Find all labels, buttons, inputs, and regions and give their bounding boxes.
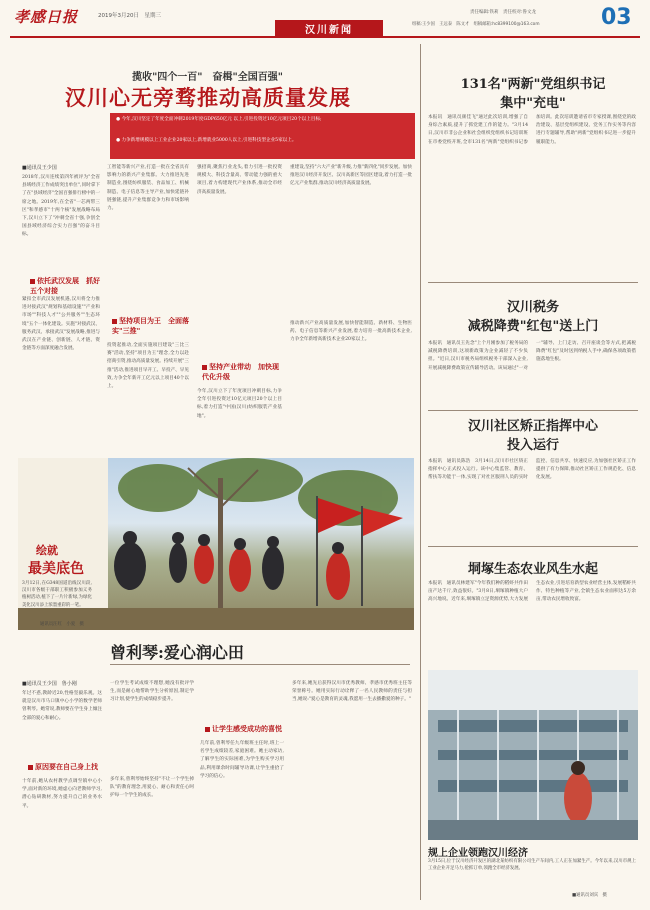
- photo1-title-1: 绘就: [36, 544, 58, 557]
- issue-date: 2019年3月20日 星期三: [98, 13, 161, 19]
- editor-credits: 责任编辑:铁莉 责任校对:鲁文龙: [470, 10, 537, 15]
- lead-col3-para2: 今年,汉川立下了年度项目冲刺目标,力争全年引进投资过10亿元项目20个以上目标,着力打造"中国(汉川)纺织服装产业基地"。: [197, 389, 282, 419]
- right3-title-2: 投入运行: [506, 438, 559, 453]
- section-marker-icon: [205, 727, 210, 732]
- lead-col2-para1: 工智能等新兴产业,打造一批在全省具有影响力的新兴产业集群。大力推进先进制造业,围绕纺织服装、食品加工、机械制造、电子信息等主导产业,加快延链补链强链,提升产业集群竞争力和市场影响力。: [107, 165, 189, 212]
- right1-body: 本报讯 通讯员颜佳飞"通过此次培训,增强了自身综合素质,提升了抓党建工作的能力。"3月14日,汉川市非公企业和社会组织党组织书记培训班在市委党校开班,全市131名"两新"党组织书记参加培训。此次培训邀请省市专家授课,围绕党的政治建设、基层党组织建设、党务工作实务等内容进行专题辅导,帮助"两新"党组织书记进一步提升履职能力。: [428, 115, 636, 145]
- feature-col1-para2: 十年前,她从农村教学点调至镇中心小学,面对新的环境,她虚心向老教师学习,潜心钻研教材,努力提升自己的业务水平。: [22, 779, 102, 809]
- lead-subhead-3-text: 坚持产业带动 加快现代化升级: [202, 363, 279, 381]
- right2-title-1: 汉川税务: [506, 300, 559, 315]
- editor-credits-2: 组稿:王少国 王远泰 陈文才 组稿邮箱:hc8399100@163.com: [412, 22, 540, 27]
- right4-body: 本报讯 通讯员林建军"今年我们种的稻虾共作田亩产达千斤,效益很好。"3月8日,垌塚镇种植大户高兴地说。近年来,垌塚镇立足资源优势,大力发展生态农业,引进培育新型农业经营主体,发展稻虾共作、特色种植等产业,全镇生态农业面积达5万余亩,带动农民增收致富。: [428, 581, 636, 603]
- lead-subhead-2: [112, 316, 190, 336]
- lead-subhead-2-text: 坚持项目为王 全面落实"三推": [112, 317, 189, 335]
- right3-body: 本报讯 通讯员陈浩 3月14日,汉川市社区矫正指挥中心正式投入运行。该中心集监管、教育、帮扶等功能于一体,实现了对社区服刑人员的实时监控、信息共享、快速反应,为加强社区矫正工作提供了有力保障,推动社区矫正工作规范化、信息化发展。: [428, 459, 636, 481]
- right2-body: 本报讯 通讯员王先念"上个月刚参加了税务局的减税降费培训,这项新政策为企业减轻了不少负担。"近日,汉川市税务局组织税务干部深入企业,开展减税降费政策宣传辅导活动。该局通过"一对一"辅导、上门走访、召开座谈会等方式,把减税降费"红包"及时送到纳税人手中,确保各项政策措施落地生根。: [428, 341, 636, 371]
- feature-rule: [110, 664, 410, 665]
- masthead: [0, 0, 650, 40]
- feature-col3-para0: [200, 680, 284, 720]
- right1-title-1: 131名"两新"党组织书记: [460, 77, 606, 92]
- lead-headline: 汉川心无旁骛推动高质量发展: [65, 85, 351, 110]
- feature-subhead-1: [28, 762, 108, 772]
- feature-subhead-1-text: 原因要在自己身上找: [35, 763, 98, 771]
- photo1-caption: 3月12日,在G348国道沿线汉川段,汉川市各级干部职工积极参加义务植树活动,植下了一片片新绿,为绿化美化汉川添上浓墨重彩的一笔。: [22, 581, 92, 608]
- page-number: 03: [601, 5, 632, 30]
- newspaper-logo: 孝感日报: [14, 8, 79, 26]
- feature-col2-para2: 多年来,曾利琴始终坚持"不让一个学生掉队"的教育理念,用爱心、耐心和责任心呵护每一个学生的成长。: [110, 777, 194, 799]
- lead-col1-para1: 2018年,汉川连续第四年被评为"全省县域经济工作成绩突出单位",同时拿下了在"县域经济"全国百强排行榜中的一席之地。2019年,在全省"一芯两带三区"和孝感市"十两个核"发展战略布局下,汉川立下了"冲刺全省十强,争创全国县域经济综合实力百强"的奋斗目标。: [22, 175, 100, 238]
- lead-col2-para2: 投资起推动,全面实施项目建设"三比三赛"活动,坚持"项目为王"理念,全力以赴招商引资,推动高质量发展。持续开展"三推"活动,推进项目早开工、早投产、早见效,力争全年新开工亿元以上项目40个以上。: [107, 343, 189, 390]
- lead-subhead-3: [202, 362, 282, 382]
- masthead-rule: [10, 36, 640, 38]
- lead-col4-para2: 推动新兴产业高质量发展,加快智能制造、新材料、生物医药、电子信息等新兴产业发展,着力培育一批高新技术企业,力争全年新增高新技术企业20家以上。: [290, 321, 412, 343]
- factory-illustration: [428, 670, 638, 840]
- photo2-byline: ■通讯员刘宾 摄: [572, 893, 607, 898]
- photo1-title-2: 最美底色: [28, 561, 84, 577]
- feature-subhead-2: [205, 724, 289, 734]
- lead-subhead-1-text: 依托武汉发展 抓好五个对接: [30, 277, 100, 295]
- lead-summary-2: ● 力争新增规模以上工业企业20家以上,新增就业5000人以上,引进科技型企业5家以上。: [116, 138, 297, 143]
- right3-title-1: 汉川社区矫正指挥中心: [467, 419, 598, 434]
- lead-subhead-1: [30, 276, 102, 296]
- section-marker-icon: [28, 765, 33, 770]
- feature-headline: 曾利琴:爱心润心田: [110, 643, 244, 662]
- right4-title: 垌塚生态农业风生水起: [467, 562, 598, 577]
- column-divider: [420, 44, 421, 900]
- photo2-caption: 3月15日,位于汉川经济开发区的湖北某纺织有限公司生产车间内,工人正在加紧生产。今年以来,汉川市规上工业企业开足马力,抢抓订单,领跑全市经济发展。: [428, 859, 636, 872]
- lead-byline: ■通讯员王少国: [22, 165, 57, 171]
- photo2-title: 规上企业领跑汉川经济: [428, 848, 528, 859]
- feature-byline: ■通讯员王少国 鲁小刚: [22, 681, 77, 687]
- feature-col3-para1: 几年前,曾利琴任九年级班主任时,班上一名学生成绩较差,家庭困难。她主动家访,了解学生的实际困难,为学生购买学习用品,利用课余时间辅导功课,让学生重拾了学习的信心。: [200, 741, 284, 779]
- section-marker-icon: [112, 319, 117, 324]
- lead-summary-1: ● 今年,汉川坚定了年度全面冲刺2019年度GDP650亿元 以上,引进投资过10亿元项目20个以上目标;: [116, 117, 322, 122]
- right-rule-3: [428, 546, 638, 547]
- section-marker-icon: [30, 279, 35, 284]
- right-rule-1: [428, 282, 638, 283]
- section-title: 汉川新闻: [305, 25, 353, 36]
- feature-col1-para1: 年过不惑,教龄近20,性格坚毅乐观。这就是汉川市马口镇中心小学的数学老师曾利琴。她常说,教师要在学生身上倾注全部的爱心和耐心。: [22, 691, 102, 721]
- feature-subhead-2-text: 让学生感受成功的喜悦: [212, 725, 282, 733]
- lead-col3-para1: 强招商,聚焦行业龙头,着力引进一批投资规模大、科技含量高、带动能力强的重大项目,着力构建现代产业体系,推动全市经济高质量发展。: [197, 165, 282, 195]
- factory-photo: [428, 670, 638, 840]
- right1-title-2: 集中"充电": [500, 96, 566, 111]
- section-marker-icon: [202, 365, 207, 370]
- photo1-byline: 通讯员汪红 小爱 摄: [40, 622, 84, 627]
- right-rule-2: [428, 410, 638, 411]
- lead-kicker: 揽收"四个一百" 奋楫"全国百强": [132, 72, 283, 83]
- right2-title-2: 减税降费"红包"送上门: [467, 319, 599, 334]
- feature-col4-para1: 多年来,她先后获得汉川市优秀教师、孝感市优秀班主任等荣誉称号。她用实际行动诠释了一名人民教师的责任与担当,她说:"爱心是教育的灵魂,我愿用一生去播撒爱的种子。": [292, 681, 412, 703]
- lead-col4-para1: 重建设,坚持"六大产业"新升级,力推"新四化"同步发展。加快推进汉川经济开发区、汉川高新区等园区建设,着力打造一批亿元产业集群,推动汉川经济高质量发展。: [290, 165, 412, 187]
- lead-col1-para2: 紧扣全市武汉发展机遇,汉川将全力推进对接武汉"规划和基础设施""产业和市场""科技人才""公共服务""生态环境"五个一体化建设。实施"对接武汉、服务武汉、承接武汉"发展战略,推进与武汉在产业链、创新链、人才链、资金链等方面深度融合发展。: [22, 297, 100, 352]
- feature-col2-para1: 一位学生考试成绩不理想,她没有批评学生,而是耐心地帮助学生分析原因,制定学习计划,使学生的成绩稳步提升。: [110, 681, 194, 703]
